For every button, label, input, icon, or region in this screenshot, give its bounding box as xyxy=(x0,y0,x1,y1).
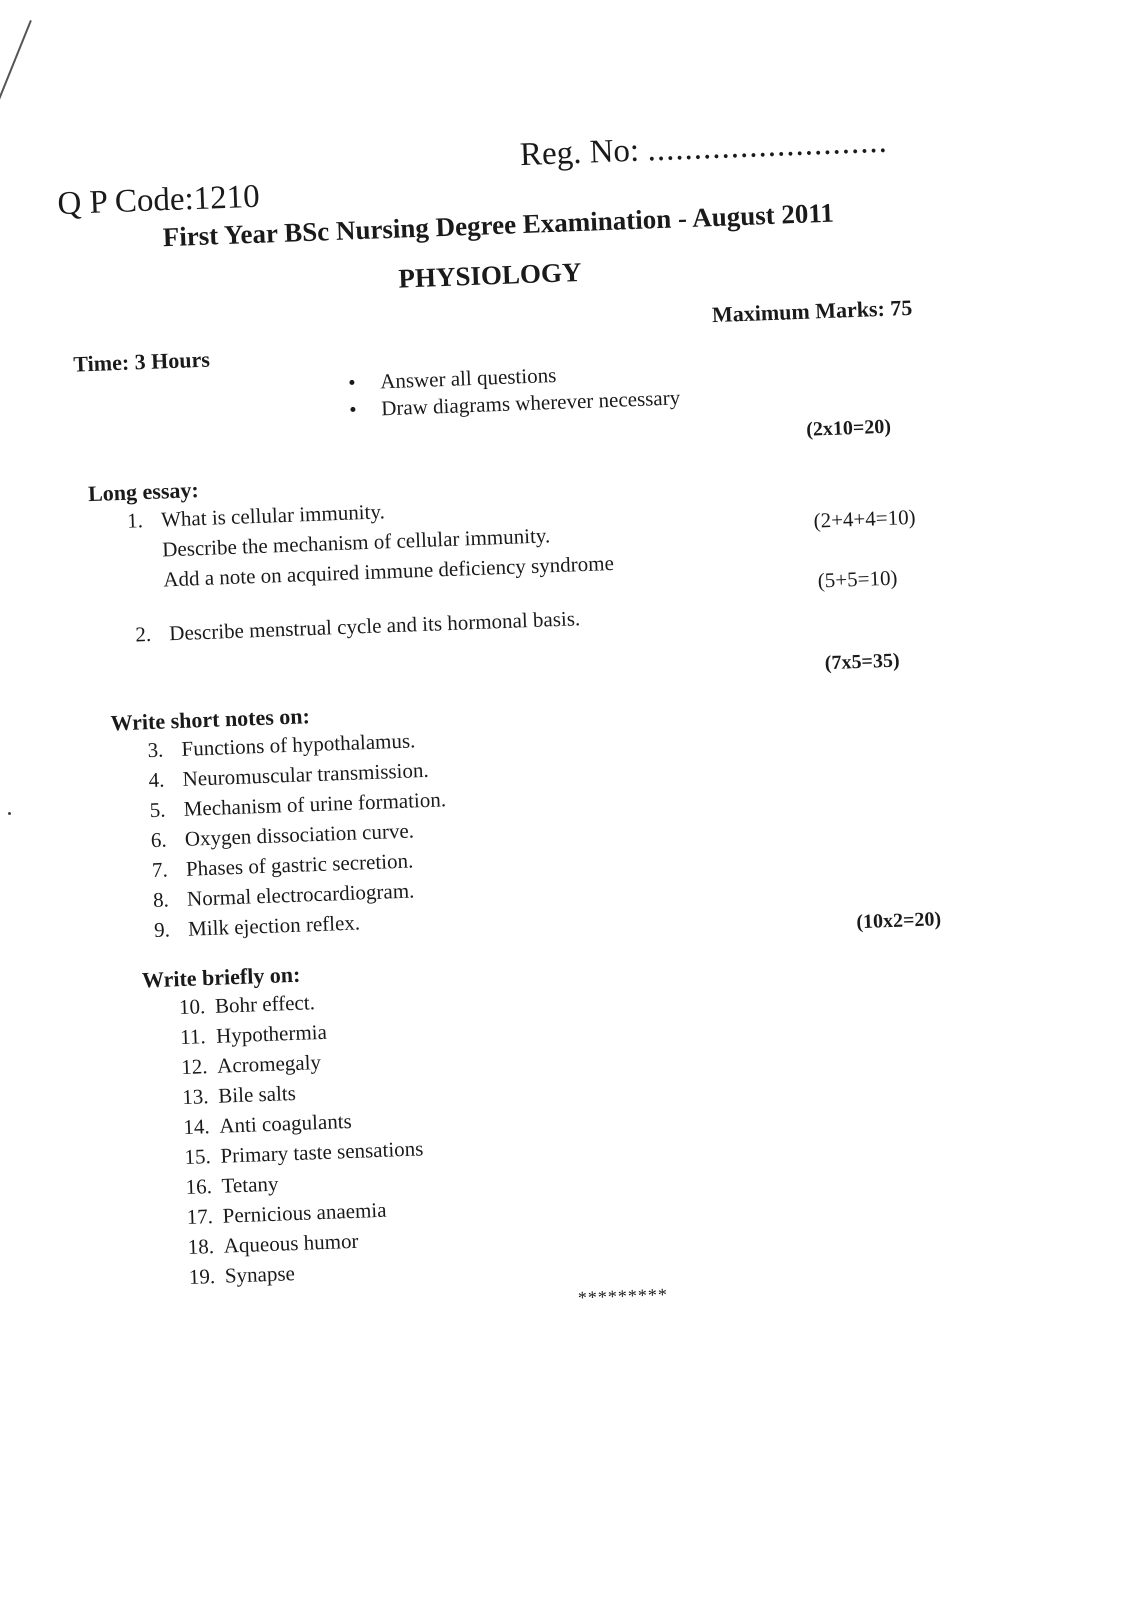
item-text: Milk ejection reflex. xyxy=(187,910,361,941)
subject-title: PHYSIOLOGY xyxy=(397,256,582,294)
item-text: Neuromuscular transmission. xyxy=(182,757,430,791)
qp-code: Q P Code:1210 xyxy=(56,178,261,223)
question-1-marks: (2+4+4=10) xyxy=(813,504,916,533)
item-number: 3. xyxy=(147,737,164,763)
item-text: Aqueous humor xyxy=(223,1228,359,1258)
question-number: 2. xyxy=(134,621,152,647)
maximum-marks: Maximum Marks: 75 xyxy=(711,294,913,328)
item-number: 19. xyxy=(188,1264,216,1289)
reg-no-blank: .......................... xyxy=(646,123,889,169)
item-text: Normal electrocardiogram. xyxy=(186,878,415,911)
question-1 xyxy=(127,488,615,596)
item-text: Functions of hypothalamus. xyxy=(181,728,416,761)
item-number: 9. xyxy=(153,917,171,943)
reg-no xyxy=(519,124,888,174)
question-text: What is cellular immunity. xyxy=(160,499,386,532)
instruction-item: • Answer all questions xyxy=(348,357,680,396)
short-notes-heading: Write short notes on: xyxy=(110,703,311,736)
item-number: 13. xyxy=(181,1084,209,1110)
long-essay-heading: Long essay: xyxy=(87,477,200,507)
item-text: Hypothermia xyxy=(215,1019,328,1048)
long-essay-marks: (2x10=20) xyxy=(805,415,892,441)
item-number: 14. xyxy=(182,1114,211,1140)
short-notes-list xyxy=(147,724,451,945)
item-text: Bohr effect. xyxy=(214,990,316,1018)
instruction-item: • Draw diagrams wherever necessary xyxy=(349,384,681,423)
item-number: 11. xyxy=(179,1024,207,1050)
item-number: 16. xyxy=(185,1174,213,1200)
item-number: 17. xyxy=(186,1204,214,1230)
item-number: 6. xyxy=(150,827,168,853)
question-number: 1. xyxy=(126,508,144,533)
short-notes-marks: (7x5=35) xyxy=(824,649,900,675)
item-text: Pernicious anaemia xyxy=(222,1197,387,1228)
item-text: Synapse xyxy=(224,1261,296,1288)
question-2 xyxy=(135,603,581,649)
item-number: 18. xyxy=(187,1234,215,1259)
item-number: 10. xyxy=(178,994,206,1020)
item-text: Oxygen dissociation curve. xyxy=(184,818,415,851)
item-number: 15. xyxy=(184,1144,212,1170)
item-number: 4. xyxy=(148,767,165,793)
item-number: 7. xyxy=(151,857,169,883)
item-text: Mechanism of urine formation. xyxy=(183,787,447,821)
item-text: Tetany xyxy=(221,1171,279,1198)
item-text: Acromegaly xyxy=(216,1050,322,1078)
item-text: Primary taste sensations xyxy=(220,1136,424,1168)
question-text: Describe menstrual cycle and its hormonal basis. xyxy=(168,606,581,646)
question-text: Describe the mechanism of cellular immunity. xyxy=(161,523,551,562)
item-number: 12. xyxy=(180,1054,208,1080)
item-text: Phases of gastric secretion. xyxy=(185,848,414,881)
question-2-marks: (5+5=10) xyxy=(817,565,898,593)
item-number: 5. xyxy=(149,797,166,823)
exam-title: First Year BSc Nursing Degree Examination - August 2011 xyxy=(162,197,835,253)
end-marker: ********* xyxy=(577,1284,669,1308)
time-allowed: Time: 3 Hours xyxy=(72,346,211,377)
question-text: Add a note on acquired immune deficiency syndrome xyxy=(162,550,615,592)
briefly-heading: Write briefly on: xyxy=(141,961,301,993)
item-text: Bile salts xyxy=(217,1080,297,1108)
instructions xyxy=(348,357,681,423)
item-text: Anti coagulants xyxy=(218,1108,353,1138)
briefly-list xyxy=(178,983,428,1292)
briefly-marks: (10x2=20) xyxy=(855,908,942,934)
reg-no-label: Reg. No: xyxy=(519,132,640,174)
item-number: 8. xyxy=(152,887,170,913)
